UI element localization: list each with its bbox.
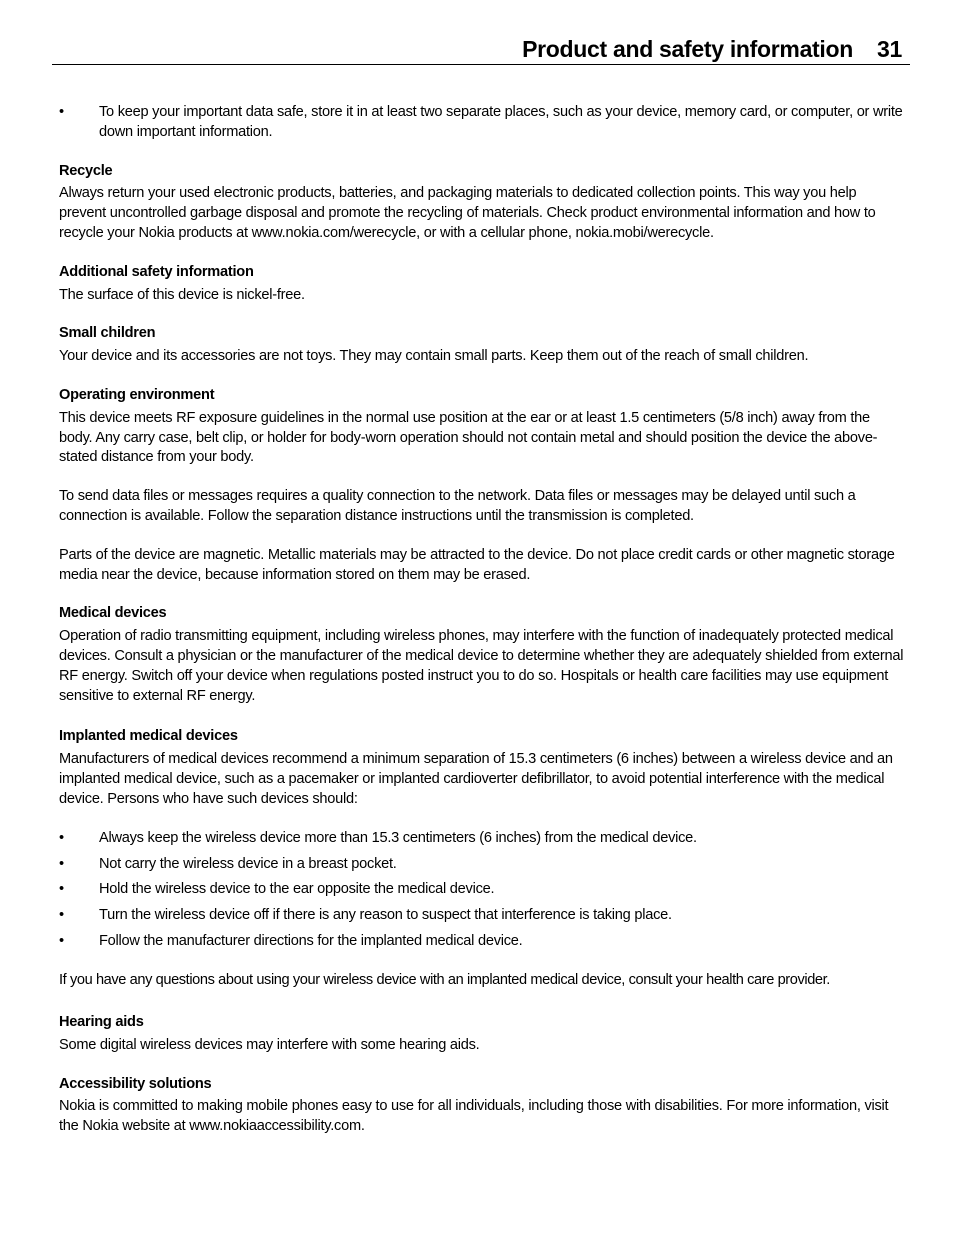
- bullet-dot: •: [59, 829, 64, 846]
- intro-bullet: [59, 103, 907, 143]
- header-text: [522, 36, 902, 63]
- operating-environment-p3: Parts of the device are magnetic. Metallic materials may be attracted to the device. Do not place credit cards or other magnetic storage media near the device, because information stored on them may be erased.: [59, 546, 895, 583]
- heading-small-children: Small children: [59, 325, 156, 342]
- medical-devices-text: Operation of radio transmitting equipment, including wireless phones, may interfere with the function of inadequately protected medical devices. Consult a physician or the manufacturer of the medical device to determine whether they are adequately shielded from external RF energy. Switch off your device when regulations posted instruct you to do so. Hospitals or health care facilities may use equipment sensitive to external RF energy.: [59, 628, 904, 704]
- page-content: [59, 103, 907, 1137]
- page-header: [52, 34, 910, 65]
- heading-recycle: Recycle: [59, 162, 113, 179]
- bullet-dot: •: [59, 907, 64, 924]
- bullet-dot: •: [59, 104, 64, 120]
- header-title: Product and safety information: [522, 36, 854, 62]
- implanted-bullet-list: [59, 829, 907, 953]
- implanted-closing-text: If you have any questions about using your wireless device with an implanted medical device, consult your health care provider.: [59, 972, 830, 989]
- heading-operating-environment: Operating environment: [59, 386, 215, 403]
- list-item: [59, 855, 907, 875]
- heading-hearing-aids: Hearing aids: [59, 1014, 144, 1031]
- heading-accessibility: Accessibility solutions: [59, 1075, 212, 1092]
- accessibility-text: Nokia is committed to making mobile phones easy to use for all individuals, including those with disabilities. For more information, visit the Nokia website at www.nokiaaccessibility.com.: [59, 1098, 889, 1135]
- hearing-aids-text: Some digital wireless devices may interfere with some hearing aids.: [59, 1036, 480, 1053]
- heading-additional-safety: Additional safety information: [59, 263, 254, 280]
- list-item-text: Not carry the wireless device in a breast pocket.: [99, 855, 397, 872]
- list-item-text: Follow the manufacturer directions for the implanted medical device.: [99, 933, 523, 950]
- list-item-text: Hold the wireless device to the ear opposite the medical device.: [99, 881, 495, 898]
- recycle-text: Always return your used electronic products, batteries, and packaging materials to dedicated collection points. This way you help prevent uncontrolled garbage disposal and promote the recycling of materials. Check product environmental information and how to recycle your Nokia products at www.nokia.com/werecycle, or with a cellular phone, nokia.mobi/werecycle.: [59, 185, 876, 241]
- list-item: [59, 932, 907, 952]
- operating-environment-p1: This device meets RF exposure guidelines in the normal use position at the ear or at least 1.5 centimeters (5/8 inch) away from the body. Any carry case, belt clip, or holder for body-worn operation should not contain metal and should position the device the above-stated distance from your body.: [59, 409, 878, 466]
- bullet-text: To keep your important data safe, store it in at least two separate places, such as your device, memory card, or computer, or write down important information.: [99, 104, 903, 140]
- bullet-dot: •: [59, 881, 64, 898]
- list-item: [59, 829, 907, 849]
- list-item: [59, 880, 907, 900]
- list-item-text: Always keep the wireless device more than 15.3 centimeters (6 inches) from the medical device.: [99, 829, 697, 846]
- operating-environment-p2: To send data files or messages requires a quality connection to the network. Data files or messages may be delayed until such a connection is available. Follow the separation distance instructions until the transmission is completed.: [59, 488, 856, 524]
- bullet-dot: •: [59, 855, 64, 872]
- list-item-text: Turn the wireless device off if there is any reason to suspect that interference is taking place.: [99, 907, 672, 924]
- implanted-medical-devices-text: Manufacturers of medical devices recommend a minimum separation of 15.3 centimeters (6 inches) between a wireless device and an implanted medical device, such as a pacemaker or implanted cardioverter defibrillator, to avoid potential interference with the medical device. Persons who have such devices should:: [59, 751, 893, 807]
- heading-medical-devices: Medical devices: [59, 605, 167, 622]
- heading-implanted-medical-devices: Implanted medical devices: [59, 728, 238, 745]
- page-number: 31: [877, 36, 902, 62]
- additional-safety-text: The surface of this device is nickel-free.: [59, 286, 305, 303]
- list-item: [59, 906, 907, 926]
- bullet-dot: •: [59, 933, 64, 950]
- small-children-text: Your device and its accessories are not toys. They may contain small parts. Keep them out of the reach of small children.: [59, 348, 809, 365]
